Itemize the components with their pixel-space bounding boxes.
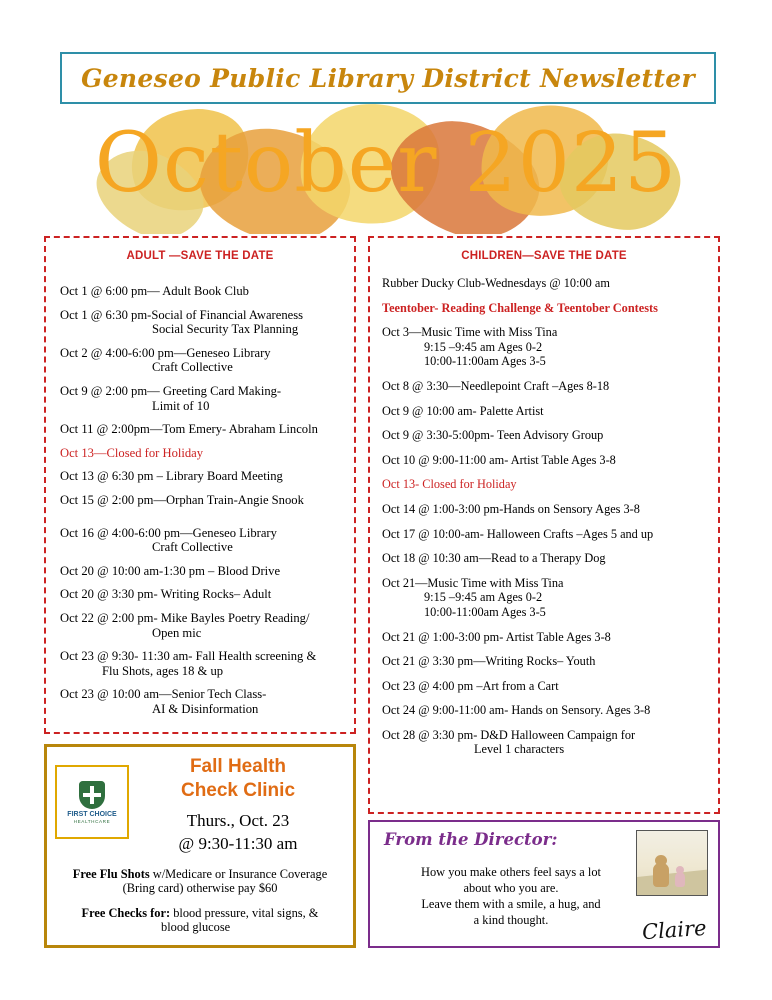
clinic-date: Thurs., Oct. 23 xyxy=(186,811,290,830)
list-item: Oct 1 @ 6:00 pm— Adult Book Club xyxy=(60,284,249,298)
winnie-the-pooh-illustration xyxy=(636,830,708,896)
list-item: Oct 8 @ 3:30—Needlepoint Craft –Ages 8-18 xyxy=(382,378,610,393)
adult-events-panel xyxy=(44,236,356,734)
list-item: Oct 23 @ 4:00 pm –Art from a Cart xyxy=(382,678,559,693)
children-events-list xyxy=(370,276,718,757)
newsletter-title: Geneseo Public Library District Newsletter xyxy=(81,63,695,93)
list-item: Oct 21 @ 3:30 pm—Writing Rocks– Youth xyxy=(382,654,596,669)
medical-cross-icon xyxy=(79,781,105,809)
clinic-header xyxy=(47,747,353,855)
logo-name: FIRST CHOICE xyxy=(67,810,117,818)
list-item: Oct 24 @ 9:00-11:00 am- Hands on Sensory. Ages 3-8 xyxy=(382,703,651,718)
list-item: Oct 23 @ 9:30- 11:30 am- Fall Health screening & Flu Shots, ages 18 & up xyxy=(60,649,317,678)
list-item: Oct 1 @ 6:30 pm-Social of Financial Awareness Social Security Tax Planning xyxy=(60,307,304,337)
clinic-title-line2: Check Clinic xyxy=(180,780,296,801)
list-item: Oct 3—Music Time with Miss Tina 9:15 –9:45 am Ages 0-2 10:00-11:00am Ages 3-5 xyxy=(382,325,558,369)
list-item: Oct 16 @ 4:00-6:00 pm—Geneseo Library Craft Collective xyxy=(60,525,277,555)
list-item: Oct 18 @ 10:30 am—Read to a Therapy Dog xyxy=(382,551,606,566)
list-item: Oct 22 @ 2:00 pm- Mike Bayles Poetry Reading/ Open mic xyxy=(60,610,310,640)
from-the-director-panel xyxy=(368,820,720,948)
newsletter-masthead xyxy=(60,52,716,104)
logo-subtitle: HEALTHCARE xyxy=(73,818,111,824)
clinic-time: @ 9:30-11:30 am xyxy=(178,834,298,853)
fall-health-clinic-panel xyxy=(44,744,356,948)
list-item: Rubber Ducky Club-Wednesdays @ 10:00 am xyxy=(382,276,610,290)
piglet-figure-icon xyxy=(675,872,685,887)
month-heading: October 2025 xyxy=(94,116,678,211)
list-item: Oct 9 @ 10:00 am- Palette Artist xyxy=(382,403,544,418)
path-shape xyxy=(636,868,708,896)
list-item: Oct 20 @ 10:00 am-1:30 pm – Blood Drive xyxy=(60,563,281,578)
list-item: Oct 28 @ 3:30 pm- D&D Halloween Campaign for Level 1 characters xyxy=(382,727,636,757)
clinic-detail-flu-shots: Free Flu Shots w/Medicare or Insurance Coverage (Bring card) otherwise pay $60 xyxy=(72,867,328,896)
list-item: Oct 2 @ 4:00-6:00 pm—Geneseo Library Craft Collective xyxy=(60,345,271,375)
list-item: Oct 21—Music Time with Miss Tina 9:15 –9:45 am Ages 0-2 10:00-11:00am Ages 3-5 xyxy=(382,575,564,619)
list-item: Oct 9 @ 2:00 pm— Greeting Card Making- Limit of 10 xyxy=(60,383,282,413)
list-item: Oct 20 @ 3:30 pm- Writing Rocks– Adult xyxy=(60,587,272,602)
clinic-detail-free-checks: Free Checks for: blood pressure, vital signs, & blood glucose xyxy=(81,905,319,935)
list-item: Oct 13—Closed for Holiday xyxy=(60,445,204,460)
director-signature: Claire xyxy=(640,915,707,945)
list-item: Teentober- Reading Challenge & Teentober Contests xyxy=(382,300,658,315)
list-item: Oct 21 @ 1:00-3:00 pm- Artist Table Ages 3-8 xyxy=(382,629,611,644)
adult-panel-title: ADULT —SAVE THE DATE xyxy=(126,250,274,262)
clinic-headings xyxy=(129,755,343,855)
first-choice-healthcare-logo xyxy=(55,765,129,839)
clinic-title-line1: Fall Health xyxy=(189,756,287,777)
adult-events-list xyxy=(46,284,354,716)
list-item: Oct 17 @ 10:00-am- Halloween Crafts –Ages 5 and up xyxy=(382,526,654,541)
list-item: Oct 11 @ 2:00pm—Tom Emery- Abraham Lincoln xyxy=(60,422,318,437)
list-item: Oct 23 @ 10:00 am—Senior Tech Class- AI & Disinformation xyxy=(60,687,267,716)
children-events-panel xyxy=(368,236,720,814)
list-item: Oct 9 @ 3:30-5:00pm- Teen Advisory Group xyxy=(382,428,604,443)
children-panel-title: CHILDREN—SAVE THE DATE xyxy=(461,250,627,262)
list-item: Oct 13 @ 6:30 pm – Library Board Meeting xyxy=(60,469,283,484)
list-item: Oct 13- Closed for Holiday xyxy=(382,477,517,492)
list-item: Oct 15 @ 2:00 pm—Orphan Train-Angie Snook xyxy=(60,492,304,507)
list-item: Oct 10 @ 9:00-11:00 am- Artist Table Ages 3-8 xyxy=(382,452,616,467)
director-panel-title: From the Director: xyxy=(384,830,558,849)
director-quote: How you make others feel says a lot about who you are. Leave them with a smile, a hug, and a kind thought. xyxy=(421,865,601,927)
clinic-details xyxy=(47,855,353,935)
bear-figure-icon xyxy=(653,863,669,887)
list-item: Oct 14 @ 1:00-3:00 pm-Hands on Sensory Ages 3-8 xyxy=(382,501,640,516)
